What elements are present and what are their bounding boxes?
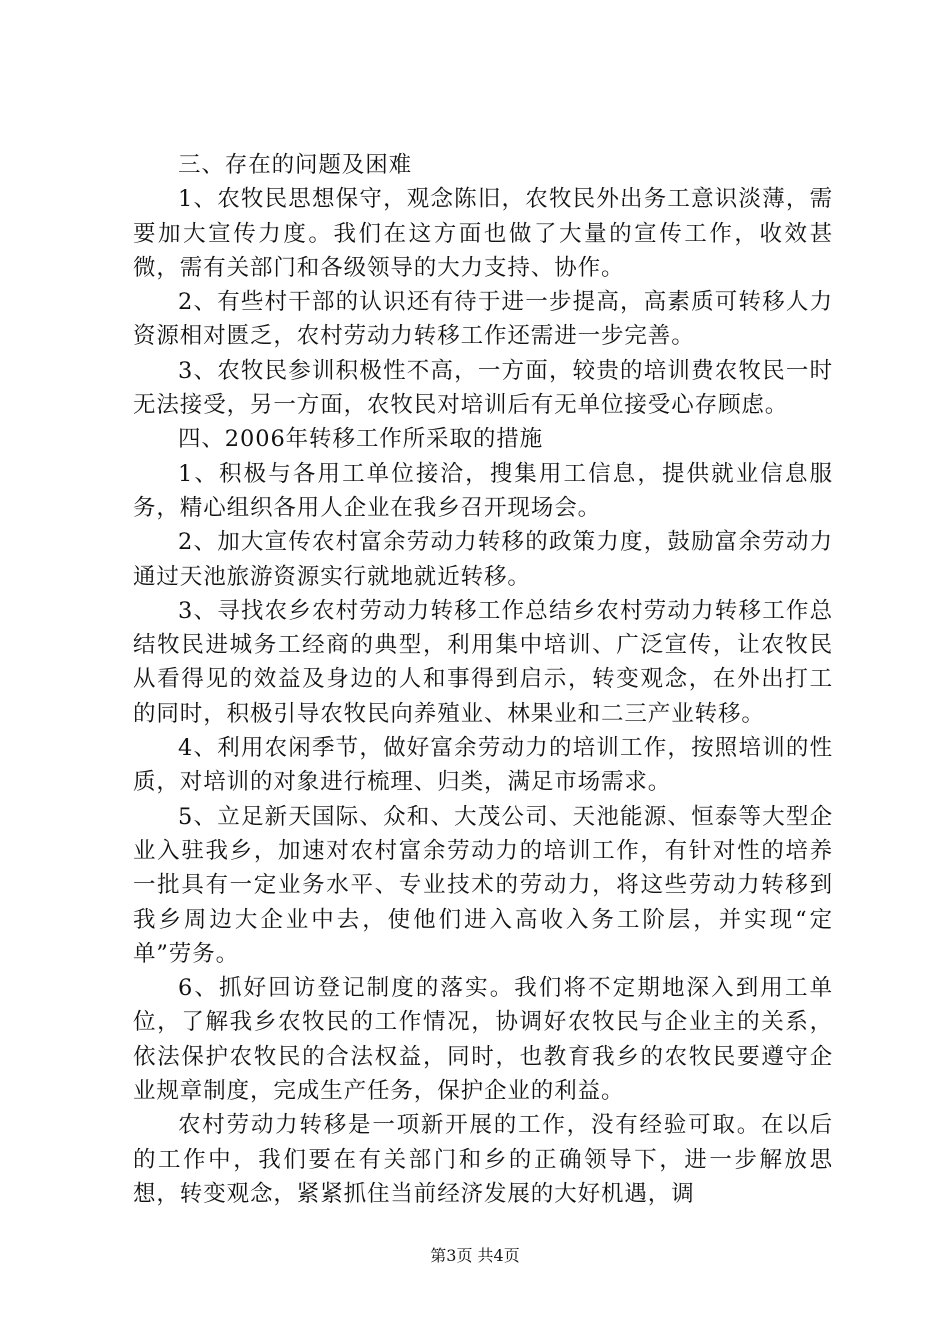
problem-item-2: 2、有些村干部的认识还有待于进一步提高，高素质可转移人力资源相对匮乏，农村劳动力转移工作还需进一步完善。: [133, 289, 833, 350]
measure-item-1: 1、积极与各用工单位接洽，搜集用工信息，提供就业信息服务，精心组织各用人企业在我乡召开现场会。: [133, 460, 833, 521]
section-heading-measures: 四、2006年转移工作所采取的措施: [178, 426, 544, 453]
measure-item-6: 6、抓好回访登记制度的落实。我们将不定期地深入到用工单位，了解我乡农牧民的工作情况，协调好农牧民与企业主的关系，依法保护农牧民的合法权益，同时，也教育我乡的农牧民要遵守企业规章制度，完成生产任务，保护企业的利益。: [133, 975, 833, 1105]
problem-item-1: 1、农牧民思想保守，观念陈旧，农牧民外出务工意识淡薄，需要加大宣传力度。我们在这方面也做了大量的宣传工作，收效甚微，需有关部门和各级领导的大力支持、协作。: [133, 186, 833, 281]
measure-item-4: 4、利用农闲季节，做好富余劳动力的培训工作，按照培训的性质，对培训的对象进行梳理、归类，满足市场需求。: [133, 735, 833, 796]
measure-item-2: 2、加大宣传农村富余劳动力转移的政策力度，鼓励富余劳动力通过天池旅游资源实行就地就近转移。: [133, 529, 833, 590]
measure-item-5: 5、立足新天国际、众和、大茂公司、天池能源、恒泰等大型企业入驻我乡，加速对农村富余劳动力的培训工作，有针对性的培养一批具有一定业务水平、专业技术的劳动力，将这些劳动力转移到我乡周边大企业中去，使他们进入高收入务工阶层，并实现“定单”劳务。: [133, 803, 833, 967]
section-heading-problems: 三、存在的问题及困难: [178, 152, 413, 178]
document-body: [133, 148, 833, 1211]
measure-item-3: 3、寻找农乡农村劳动力转移工作总结乡农村劳动力转移工作总结牧民进城务工经商的典型，利用集中培训、广泛宣传，让农牧民从看得见的效益及身边的人和事得到启示，转变观念，在外出打工的同时，积极引导农牧民向养殖业、林果业和二三产业转移。: [133, 597, 833, 727]
closing-paragraph: 农村劳动力转移是一项新开展的工作，没有经验可取。在以后的工作中，我们要在有关部门和乡的正确领导下，进一步解放思想，转变观念，紧紧抓住当前经济发展的大好机遇，调: [133, 1112, 833, 1207]
problem-item-3: 3、农牧民参训积极性不高，一方面，较贵的培训费农牧民一时无法接受，另一方面，农牧民对培训后有无单位接受心存顾虑。: [133, 357, 833, 419]
page-footer: 第3页 共4页: [430, 1246, 520, 1265]
